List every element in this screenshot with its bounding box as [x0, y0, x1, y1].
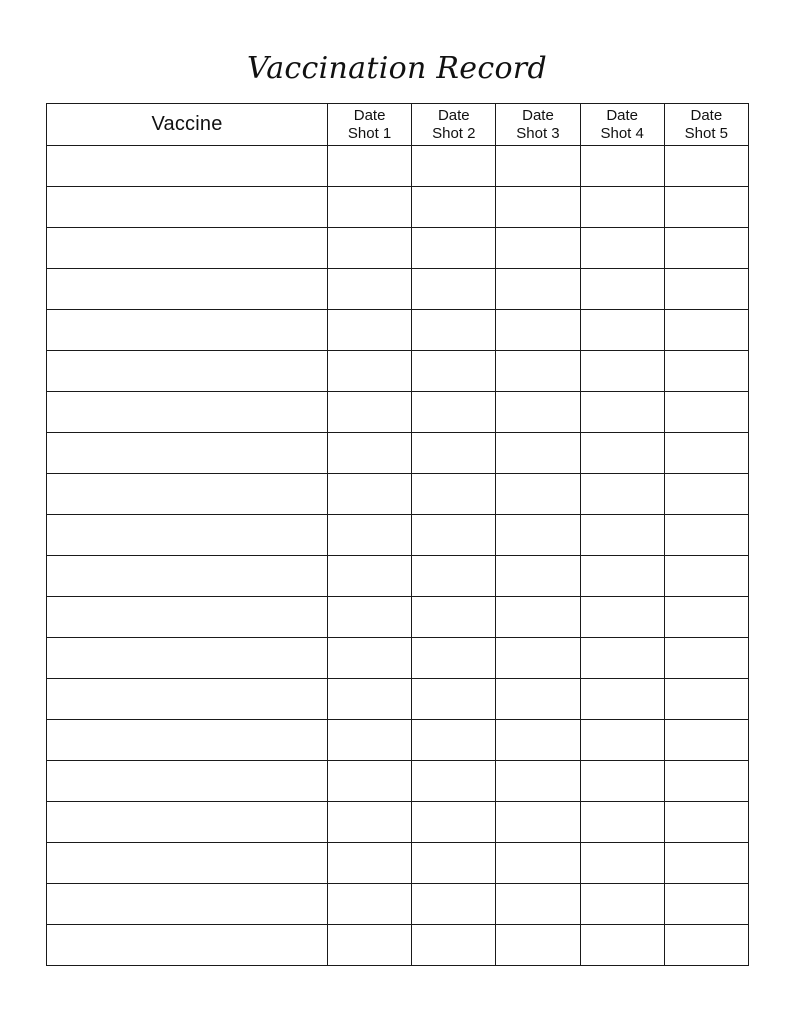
shot-date-cell[interactable]: [664, 146, 748, 187]
shot-date-cell[interactable]: [496, 720, 580, 761]
table-header-row: [47, 104, 749, 146]
table-row: [47, 310, 749, 351]
shot-date-cell[interactable]: [412, 146, 496, 187]
vaccine-name-cell[interactable]: [47, 679, 328, 720]
shot-date-cell[interactable]: [580, 228, 664, 269]
shot-date-cell[interactable]: [496, 761, 580, 802]
shot-header-number-label: Shot 1: [347, 124, 392, 142]
table-row: [47, 720, 749, 761]
shot-date-cell[interactable]: [664, 761, 748, 802]
shot-header-date-label: Date: [606, 106, 638, 124]
shot-date-cell[interactable]: [580, 433, 664, 474]
shot-date-cell[interactable]: [664, 884, 748, 925]
page-title: Vaccination Record: [247, 51, 547, 86]
shot-date-cell[interactable]: [412, 761, 496, 802]
shot-header-date-label: Date: [522, 106, 554, 124]
vaccine-name-cell[interactable]: [47, 556, 328, 597]
shot-header-number-label: Shot 3: [516, 124, 560, 142]
table-row: [47, 925, 749, 966]
shot-date-cell[interactable]: [580, 146, 664, 187]
shot-date-cell[interactable]: [496, 228, 580, 269]
shot-date-cell[interactable]: [412, 843, 496, 884]
vaccine-name-cell[interactable]: [47, 474, 328, 515]
shot-date-cell[interactable]: [664, 638, 748, 679]
shot-date-cell[interactable]: [664, 597, 748, 638]
shot-date-cell[interactable]: [328, 146, 412, 187]
shot-date-cell[interactable]: [328, 679, 412, 720]
vaccine-name-cell[interactable]: [47, 228, 328, 269]
shot-date-cell[interactable]: [580, 884, 664, 925]
shot-date-cell[interactable]: [412, 925, 496, 966]
shot-date-cell[interactable]: [664, 802, 748, 843]
shot-date-cell[interactable]: [496, 187, 580, 228]
shot-date-cell[interactable]: [580, 310, 664, 351]
vaccine-name-cell[interactable]: [47, 515, 328, 556]
shot-date-cell[interactable]: [496, 884, 580, 925]
shot-date-cell[interactable]: [496, 556, 580, 597]
table-row: [47, 228, 749, 269]
table-row: [47, 761, 749, 802]
shot-date-cell[interactable]: [328, 884, 412, 925]
shot-date-cell[interactable]: [412, 351, 496, 392]
shot-date-cell[interactable]: [664, 515, 748, 556]
shot-date-cell[interactable]: [664, 310, 748, 351]
vaccine-name-cell[interactable]: [47, 433, 328, 474]
table-row: [47, 679, 749, 720]
shot-date-cell[interactable]: [328, 761, 412, 802]
shot-date-cell[interactable]: [580, 802, 664, 843]
shot-date-cell[interactable]: [328, 228, 412, 269]
shot-header-number-label: Shot 5: [684, 124, 729, 142]
shot-date-cell[interactable]: [664, 351, 748, 392]
shot-date-cell[interactable]: [328, 638, 412, 679]
shot-date-cell[interactable]: [412, 556, 496, 597]
shot-date-cell[interactable]: [664, 925, 748, 966]
shot-date-cell[interactable]: [580, 925, 664, 966]
shot-date-cell[interactable]: [412, 884, 496, 925]
shot-date-cell[interactable]: [328, 433, 412, 474]
shot-date-cell[interactable]: [580, 597, 664, 638]
table-row: [47, 638, 749, 679]
vaccine-name-cell[interactable]: [47, 351, 328, 392]
shot-1-column-header: [328, 104, 412, 146]
shot-date-cell[interactable]: [580, 269, 664, 310]
shot-date-cell[interactable]: [496, 351, 580, 392]
shot-date-cell[interactable]: [328, 187, 412, 228]
shot-date-cell[interactable]: [412, 269, 496, 310]
table-body: [47, 146, 749, 966]
shot-date-cell[interactable]: [580, 556, 664, 597]
shot-date-cell[interactable]: [664, 843, 748, 884]
shot-date-cell[interactable]: [580, 187, 664, 228]
vaccine-name-cell[interactable]: [47, 843, 328, 884]
shot-date-cell[interactable]: [664, 679, 748, 720]
shot-date-cell[interactable]: [496, 925, 580, 966]
shot-header-date-label: Date: [353, 106, 386, 124]
vaccine-column-header: Vaccine: [47, 104, 328, 146]
shot-date-cell[interactable]: [580, 351, 664, 392]
shot-date-cell[interactable]: [580, 761, 664, 802]
table-row: [47, 392, 749, 433]
shot-date-cell[interactable]: [328, 515, 412, 556]
shot-date-cell[interactable]: [412, 392, 496, 433]
shot-header-date-label: Date: [690, 106, 723, 124]
shot-date-cell[interactable]: [412, 638, 496, 679]
shot-date-cell[interactable]: [496, 392, 580, 433]
shot-date-cell[interactable]: [412, 187, 496, 228]
table-row: [47, 146, 749, 187]
shot-date-cell[interactable]: [496, 146, 580, 187]
shot-date-cell[interactable]: [664, 269, 748, 310]
shot-date-cell[interactable]: [580, 720, 664, 761]
vaccine-name-cell[interactable]: [47, 392, 328, 433]
shot-date-cell[interactable]: [664, 187, 748, 228]
shot-3-column-header: [496, 104, 580, 146]
shot-date-cell[interactable]: [328, 802, 412, 843]
shot-date-cell[interactable]: [412, 720, 496, 761]
shot-2-column-header: [412, 104, 496, 146]
vaccine-name-cell[interactable]: [47, 720, 328, 761]
shot-header-number-label: Shot 2: [432, 124, 476, 142]
shot-date-cell[interactable]: [580, 638, 664, 679]
vaccination-table: [46, 103, 749, 966]
table-row: [47, 802, 749, 843]
vaccine-name-cell[interactable]: [47, 187, 328, 228]
table-row: [47, 269, 749, 310]
shot-date-cell[interactable]: [412, 310, 496, 351]
shot-date-cell[interactable]: [496, 474, 580, 515]
table-row: [47, 556, 749, 597]
vaccine-name-cell[interactable]: [47, 638, 328, 679]
shot-date-cell[interactable]: [412, 597, 496, 638]
shot-date-cell[interactable]: [412, 679, 496, 720]
shot-date-cell[interactable]: [580, 679, 664, 720]
vaccine-name-cell[interactable]: [47, 925, 328, 966]
vaccine-name-cell[interactable]: [47, 269, 328, 310]
shot-date-cell[interactable]: [664, 720, 748, 761]
shot-date-cell[interactable]: [412, 433, 496, 474]
table-row: [47, 187, 749, 228]
shot-date-cell[interactable]: [664, 556, 748, 597]
shot-date-cell[interactable]: [328, 720, 412, 761]
shot-date-cell[interactable]: [328, 392, 412, 433]
table-row: [47, 515, 749, 556]
shot-date-cell[interactable]: [412, 802, 496, 843]
shot-date-cell[interactable]: [412, 474, 496, 515]
shot-date-cell[interactable]: [580, 515, 664, 556]
vaccine-name-cell[interactable]: [47, 884, 328, 925]
shot-date-cell[interactable]: [496, 433, 580, 474]
shot-date-cell[interactable]: [328, 351, 412, 392]
shot-date-cell[interactable]: [328, 556, 412, 597]
shot-date-cell[interactable]: [664, 392, 748, 433]
shot-date-cell[interactable]: [412, 228, 496, 269]
shot-date-cell[interactable]: [328, 843, 412, 884]
shot-header-date-label: Date: [437, 106, 470, 124]
shot-date-cell[interactable]: [496, 638, 580, 679]
shot-date-cell[interactable]: [580, 392, 664, 433]
shot-date-cell[interactable]: [496, 802, 580, 843]
shot-date-cell[interactable]: [328, 597, 412, 638]
shot-header-number-label: Shot 4: [600, 124, 644, 142]
shot-date-cell[interactable]: [580, 474, 664, 515]
table-row: [47, 351, 749, 392]
shot-date-cell[interactable]: [496, 679, 580, 720]
shot-date-cell[interactable]: [664, 474, 748, 515]
vaccine-name-cell[interactable]: [47, 146, 328, 187]
vaccine-name-cell[interactable]: [47, 597, 328, 638]
shot-date-cell[interactable]: [328, 269, 412, 310]
vaccine-name-cell[interactable]: [47, 802, 328, 843]
shot-date-cell[interactable]: [328, 474, 412, 515]
shot-date-cell[interactable]: [328, 925, 412, 966]
shot-date-cell[interactable]: [664, 228, 748, 269]
table-row: [47, 474, 749, 515]
table-row: [47, 884, 749, 925]
shot-date-cell[interactable]: [496, 515, 580, 556]
shot-5-column-header: [664, 104, 748, 146]
shot-date-cell[interactable]: [664, 433, 748, 474]
shot-date-cell[interactable]: [328, 310, 412, 351]
shot-4-column-header: [580, 104, 664, 146]
vaccine-name-cell[interactable]: [47, 761, 328, 802]
shot-date-cell[interactable]: [496, 269, 580, 310]
shot-date-cell[interactable]: [580, 843, 664, 884]
shot-date-cell[interactable]: [496, 843, 580, 884]
table-row: [47, 597, 749, 638]
shot-date-cell[interactable]: [412, 515, 496, 556]
table-row: [47, 843, 749, 884]
shot-date-cell[interactable]: [496, 597, 580, 638]
vaccine-name-cell[interactable]: [47, 310, 328, 351]
table-row: [47, 433, 749, 474]
shot-date-cell[interactable]: [496, 310, 580, 351]
